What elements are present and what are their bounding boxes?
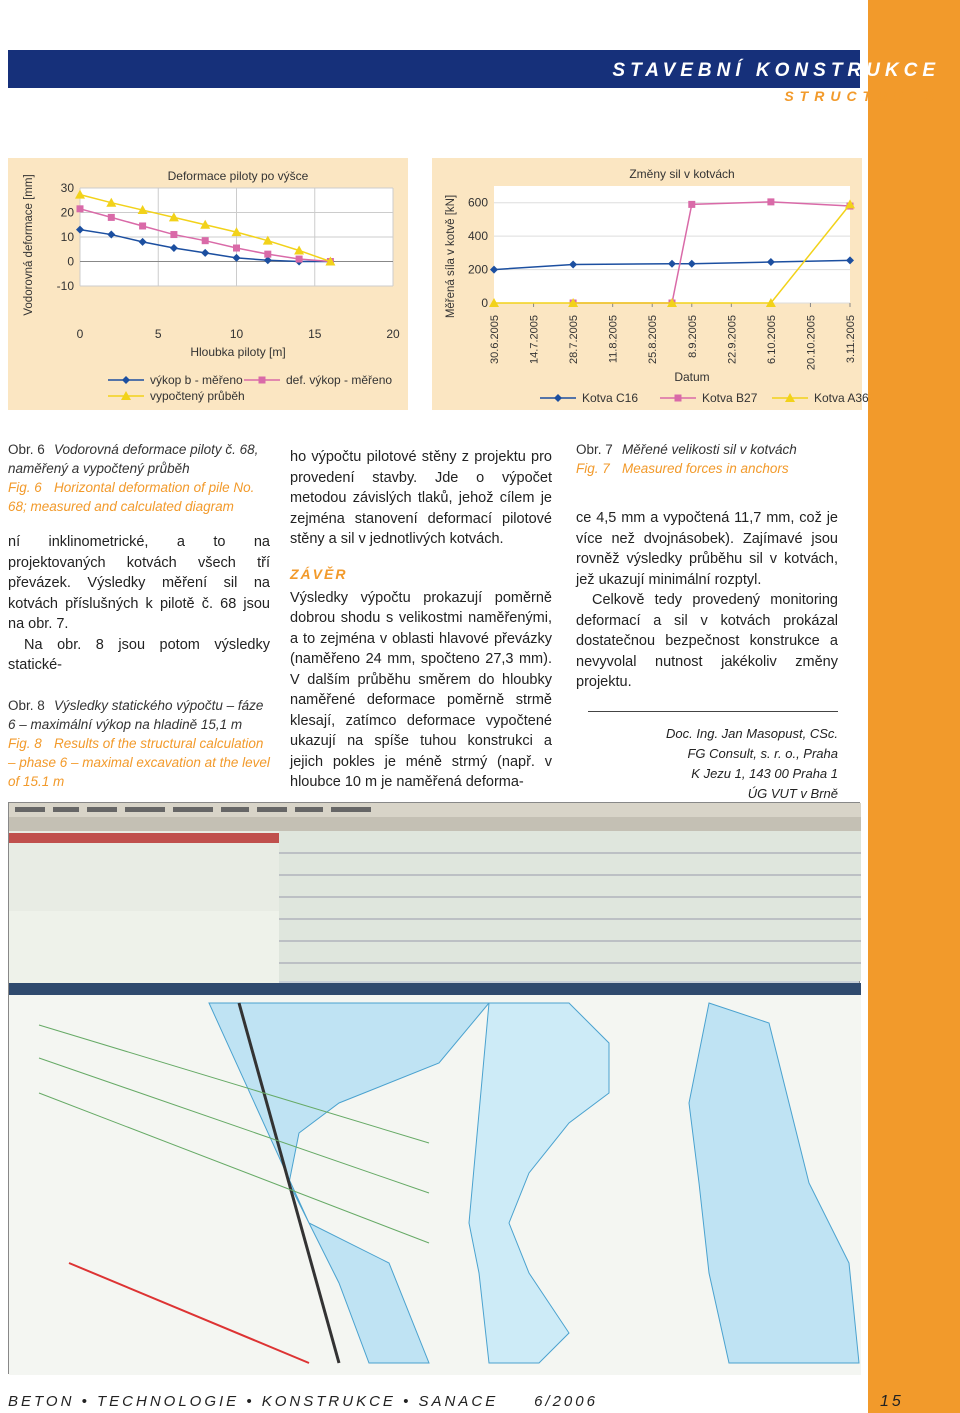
caption-obr6: [8, 440, 270, 516]
legend-label: vypočtený průběh: [150, 389, 245, 403]
data-point: [296, 256, 303, 263]
x-tick-label: 11.8.2005: [607, 315, 620, 364]
section-subtitle: STRUCTURES: [784, 88, 940, 104]
data-point: [688, 201, 695, 208]
y-tick-label: 30: [60, 181, 74, 195]
x-tick-label: 14.7.2005: [528, 315, 541, 364]
journal-footer: [8, 1393, 598, 1410]
x-tick-label: 20: [386, 327, 400, 341]
body-paragraph: Celkově tedy provedený monitoring deformací a sil v kotvách prokázal dostatečnou bezpečnost konstrukce a nevyvolal nutnost jakékoliv změny projektu.: [576, 592, 838, 690]
author-name: Doc. Ing. Jan Masopust, CSc.: [666, 725, 838, 741]
x-tick-label: 28.7.2005: [568, 315, 581, 364]
x-tick-label: 22.9.2005: [726, 315, 739, 364]
data-point: [108, 214, 115, 221]
body-paragraph: Na obr. 8 jsou potom výsledky statické-: [8, 636, 270, 673]
x-tick-label: 3.11.2005: [845, 315, 857, 364]
x-tick-label: 30.6.2005: [489, 315, 501, 364]
data-point: [77, 205, 84, 212]
caption-label: Fig. 8: [8, 735, 42, 751]
author-company: FG Consult, s. r. o., Praha: [687, 745, 838, 761]
data-point: [139, 222, 146, 229]
x-axis-label: Hloubka piloty [m]: [190, 345, 286, 359]
y-tick-label: -10: [56, 279, 74, 293]
data-point: [264, 251, 271, 258]
caption-text-en: Horizontal deformation of pile No. 68; measured and calculated diagram: [8, 480, 255, 514]
y-tick-label: 0: [67, 254, 74, 269]
footer-issue: 6/2006: [534, 1393, 598, 1410]
section-title: STAVEBNÍ KONSTRUKCE: [612, 60, 940, 81]
body-paragraph: ho výpočtu pilotové stěny z projektu pro provedení stavby. Jde o výpočet metodou závislých tlaků, jehož cílem je zejména stanovení deformací pilotové stěny a sil v jednotlivých kotvách.: [290, 449, 552, 547]
caption-label: Obr. 8: [8, 697, 45, 713]
legend-label: Kotva C16: [582, 391, 639, 405]
x-tick-label: 0: [76, 327, 84, 341]
caption-text-en: Results of the structural calculation – phase 6 – maximal excavation at the level of 15.1 m: [8, 735, 270, 789]
x-tick-label: 15: [308, 327, 322, 341]
caption-obr7: [576, 440, 838, 478]
caption-label: Obr. 6: [8, 442, 45, 457]
caption-label: Fig. 7: [576, 461, 610, 476]
column-3: [576, 440, 838, 824]
y-tick-label: 20: [60, 205, 74, 220]
data-point: [202, 237, 209, 244]
caption-label: Obr. 7: [576, 442, 613, 457]
x-axis-label: Datum: [674, 370, 710, 384]
body-paragraph: ce 4,5 mm a vypočtená 11,7 mm, což je více než dvojnásobek). Zajímavé jsou rovněž výsledky průběhu sil v kotvách, jež ukazují minimální rozptyl.: [576, 510, 838, 588]
y-axis-label: Měřená síla v kotvě [kN]: [445, 194, 457, 319]
side-accent-bar: [868, 0, 960, 1413]
software-screenshot-graphic: [9, 803, 861, 1375]
divider: [588, 711, 838, 712]
legend-label: Kotva A36: [814, 391, 869, 405]
x-tick-label: 20.10.2005: [805, 315, 818, 371]
caption-text-en: Measured forces in anchors: [622, 461, 789, 476]
body-paragraph: Výsledky výpočtu prokazují poměrně dobrou shodu s velikostmi naměřenými, a to zejména v oblasti hlavové převázky (naměřeno 24 mm, spočteno 27,3 mm). V dalším průběhu směrem do hloubky naměřené deformace poměrně strmě klesají, zatímco deformace vypočtené ukazují na spíše tuhou konstrukci a jejich pokles je méně strmý (např. v hloubce 10 m je naměřená deforma-: [290, 589, 552, 790]
legend-marker: [554, 394, 562, 402]
legend-label: Kotva B27: [702, 391, 758, 405]
legend-label: def. výkop - měřeno: [286, 373, 393, 387]
chart-title: Změny sil v kotvách: [629, 167, 735, 181]
x-tick-label: 5: [154, 327, 162, 341]
caption-text-cz: Výsledky statického výpočtu – fáze 6 – maximální výkop na hladině 15,1 m: [8, 697, 264, 732]
y-tick-label: 0: [481, 296, 488, 310]
x-tick-label: 6.10.2005: [765, 315, 778, 364]
y-axis-label: Vodorovná deformace [mm]: [23, 174, 35, 316]
caption-label: Fig. 6: [8, 480, 42, 495]
caption-text-cz: Vodorovná deformace piloty č. 68, naměřený a vypočtený průběh: [8, 442, 259, 476]
section-heading-zaver: ZÁVĚR: [290, 565, 348, 582]
caption-obr8: [8, 696, 270, 791]
author-institution: ÚG VUT v Brně: [747, 785, 838, 801]
chart-title: Deformace piloty po výšce: [167, 169, 309, 183]
body-paragraph: ní inklinometrické, a to na projektovaných kotvách všech tří převázek. Výsledky měření sil na kotvách příslušných k pilotě č. 68 jsou na obr. 7.: [8, 534, 270, 632]
structural-software-screenshot: [8, 802, 860, 1374]
page-number: 15: [880, 1393, 904, 1410]
y-tick-label: 200: [467, 262, 488, 277]
legend-marker: [122, 376, 130, 384]
x-tick-label: 10: [229, 327, 244, 341]
legend-marker: [259, 377, 266, 384]
pile-deformation-chart: [8, 158, 408, 410]
legend-marker: [675, 395, 682, 402]
data-point: [233, 245, 240, 252]
caption-text-cz: Měřené velikosti sil v kotvách: [622, 442, 797, 457]
column-1: [8, 440, 270, 791]
x-tick-label: 8.9.2005: [686, 315, 699, 358]
data-point: [170, 231, 177, 238]
anchor-forces-chart: [432, 158, 869, 410]
y-tick-label: 400: [467, 229, 488, 244]
footer-journal-name: BETON • TECHNOLOGIE • KONSTRUKCE • SANACE: [8, 1393, 499, 1410]
column-2: [290, 447, 552, 793]
data-point: [767, 198, 774, 205]
y-tick-label: 10: [60, 230, 74, 244]
legend-label: výkop b - měřeno: [150, 373, 243, 387]
author-address: K Jezu 1, 143 00 Praha 1: [691, 765, 838, 781]
x-tick-label: 25.8.2005: [647, 315, 660, 364]
y-tick-label: 600: [467, 195, 488, 210]
